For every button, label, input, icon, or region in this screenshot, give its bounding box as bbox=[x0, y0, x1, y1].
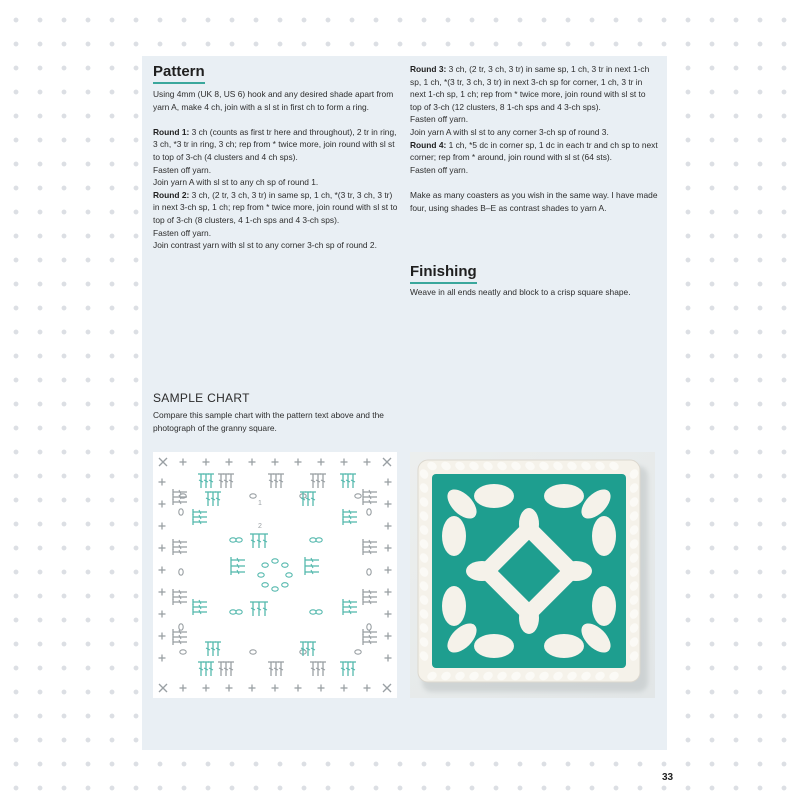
chain-symbol bbox=[179, 624, 183, 630]
chain-symbol bbox=[258, 573, 264, 577]
treble-symbol bbox=[173, 539, 187, 545]
fasten-off-4: Fasten off yarn. bbox=[410, 164, 469, 175]
dc-symbol bbox=[385, 479, 392, 486]
chain-symbol bbox=[180, 650, 186, 654]
treble-symbol bbox=[173, 594, 187, 600]
treble-symbol bbox=[305, 557, 319, 563]
chain-symbol bbox=[367, 569, 371, 575]
round-number-2: 2 bbox=[258, 523, 262, 530]
dc-symbol bbox=[385, 501, 392, 508]
treble-symbol bbox=[350, 474, 356, 488]
dc-symbol bbox=[203, 459, 210, 466]
dc-symbol bbox=[318, 459, 325, 466]
granny-square-photo bbox=[410, 452, 655, 698]
treble-symbol bbox=[228, 662, 234, 676]
dc-symbol bbox=[159, 655, 166, 662]
round-number-1: 1 bbox=[258, 500, 262, 507]
dc-symbol bbox=[249, 459, 256, 466]
round-3-instruction bbox=[410, 63, 658, 113]
treble-symbol bbox=[278, 474, 284, 488]
round-2-text: 3 ch, (2 tr, 3 ch, 3 tr) in same sp, 1 ch, *(3 tr, 3 ch, 3 tr) in next 3-ch sp, 1 ch; rep from * twice more, join round with sl st to top of 3-ch (8 clusters, 4 1-ch sps and 4 3-ch sps). bbox=[153, 189, 398, 225]
treble-symbol bbox=[256, 534, 262, 548]
dc-symbol bbox=[159, 611, 166, 618]
treble-symbol bbox=[343, 604, 357, 610]
round-3-text: 3 ch, (2 tr, 3 ch, 3 tr) in same sp, 1 ch, 3 tr in next 1-ch sp, 1 ch, *(3 tr, 3 ch, 3 tr) in next 3-ch sp for corner, 1 ch, 3 tr in next 1-ch sp, 1 ch; rep from * twice more, join round with sl st to top of 3-ch (12 clusters, 8 1-ch sps and 4 3-ch sps). bbox=[410, 64, 650, 112]
treble-symbol bbox=[173, 599, 187, 605]
cream-petal bbox=[519, 602, 539, 634]
treble-symbol bbox=[345, 662, 351, 676]
dc-symbol bbox=[159, 501, 166, 508]
treble-symbol bbox=[215, 642, 221, 656]
chain-symbol bbox=[367, 509, 371, 515]
finishing-text: Weave in all ends neatly and block to a crisp square shape. bbox=[410, 287, 631, 297]
treble-symbol bbox=[343, 509, 357, 515]
chain-symbol bbox=[286, 573, 292, 577]
corner-symbol bbox=[383, 458, 391, 466]
dc-symbol bbox=[364, 459, 371, 466]
treble-symbol bbox=[363, 599, 377, 605]
treble-symbol bbox=[205, 492, 211, 506]
round-1-text: 3 ch (counts as first tr here and throughout), 2 tr in ring, 3 ch, *3 tr in ring, 3 ch; rep from * twice more, join round with sl st to top of 3-ch (4 clusters and 4 ch sps). bbox=[153, 126, 397, 162]
dc-symbol bbox=[341, 685, 348, 692]
chain-symbol bbox=[236, 538, 242, 542]
round-2-label: Round 2: bbox=[153, 189, 190, 200]
cream-cluster bbox=[544, 634, 584, 658]
chain-symbol bbox=[250, 494, 256, 498]
chain-symbol bbox=[316, 538, 322, 542]
cream-cluster bbox=[442, 516, 466, 556]
chain-symbol bbox=[179, 509, 183, 515]
pattern-text-right bbox=[410, 63, 658, 214]
dc-symbol bbox=[159, 523, 166, 530]
coasters-note: Make as many coasters as you wish in the same way. I have made four, using shades B–E as contrast shades to yarn A. bbox=[410, 189, 658, 213]
treble-symbol bbox=[203, 662, 209, 676]
treble-symbol bbox=[363, 549, 377, 555]
corner-symbol bbox=[383, 684, 391, 692]
treble-symbol bbox=[193, 519, 207, 525]
treble-symbol bbox=[173, 544, 187, 550]
treble-symbol bbox=[203, 474, 209, 488]
round-4-label: Round 4: bbox=[410, 139, 447, 150]
cream-cluster bbox=[592, 586, 616, 626]
dc-symbol bbox=[385, 589, 392, 596]
chain-symbol bbox=[272, 559, 278, 563]
treble-symbol bbox=[210, 492, 216, 506]
round-2-instruction bbox=[153, 189, 398, 227]
treble-symbol bbox=[305, 569, 319, 575]
dc-symbol bbox=[385, 655, 392, 662]
join-3: Join yarn A with sl st to any corner 3-ch sp of round 3. bbox=[410, 126, 609, 137]
dc-symbol bbox=[159, 633, 166, 640]
treble-symbol bbox=[173, 549, 187, 555]
treble-symbol bbox=[198, 662, 204, 676]
treble-symbol bbox=[273, 662, 279, 676]
treble-symbol bbox=[363, 494, 377, 500]
dc-symbol bbox=[385, 523, 392, 530]
treble-symbol bbox=[193, 604, 207, 610]
treble-symbol bbox=[262, 534, 268, 548]
dc-symbol bbox=[159, 479, 166, 486]
crochet-chart-drawing bbox=[153, 452, 397, 698]
dc-symbol bbox=[249, 685, 256, 692]
dc-symbol bbox=[180, 685, 187, 692]
dc-symbol bbox=[159, 589, 166, 596]
treble-symbol bbox=[193, 514, 207, 520]
pattern-text-left bbox=[153, 88, 398, 252]
treble-symbol bbox=[363, 499, 377, 505]
treble-symbol bbox=[343, 609, 357, 615]
treble-symbol bbox=[310, 642, 316, 656]
chain-symbol bbox=[355, 494, 361, 498]
cream-petal bbox=[560, 561, 592, 581]
treble-symbol bbox=[278, 662, 284, 676]
treble-symbol bbox=[215, 492, 221, 506]
treble-symbol bbox=[315, 474, 321, 488]
treble-symbol bbox=[210, 642, 216, 656]
cream-cluster bbox=[442, 586, 466, 626]
round-3-label: Round 3: bbox=[410, 64, 447, 74]
cream-petal bbox=[466, 561, 498, 581]
chain-symbol bbox=[367, 624, 371, 630]
treble-symbol bbox=[231, 563, 245, 569]
cream-petal bbox=[519, 508, 539, 540]
fasten-off-3: Fasten off yarn. bbox=[410, 114, 469, 125]
chain-symbol bbox=[310, 610, 316, 614]
treble-symbol bbox=[345, 474, 351, 488]
chain-symbol bbox=[310, 538, 316, 542]
treble-symbol bbox=[250, 534, 256, 548]
sample-chart-caption: Compare this sample chart with the pattern text above and the photograph of the granny square. bbox=[153, 410, 384, 433]
chain-symbol bbox=[179, 569, 183, 575]
join-1: Join yarn A with sl st to any ch sp of round 1. bbox=[153, 177, 319, 188]
chain-symbol bbox=[236, 610, 242, 614]
treble-symbol bbox=[320, 662, 326, 676]
treble-symbol bbox=[343, 519, 357, 525]
treble-symbol bbox=[193, 609, 207, 615]
treble-symbol bbox=[218, 662, 224, 676]
dc-symbol bbox=[295, 685, 302, 692]
chain-symbol bbox=[272, 587, 278, 591]
treble-symbol bbox=[310, 474, 316, 488]
treble-symbol bbox=[193, 509, 207, 515]
treble-symbol bbox=[340, 474, 346, 488]
chain-symbol bbox=[262, 563, 268, 567]
treble-symbol bbox=[205, 642, 211, 656]
crochet-chart bbox=[153, 452, 397, 698]
chain-symbol bbox=[250, 650, 256, 654]
dc-symbol bbox=[226, 459, 233, 466]
treble-symbol bbox=[363, 544, 377, 550]
treble-symbol bbox=[173, 634, 187, 640]
chain-symbol bbox=[282, 563, 288, 567]
treble-symbol bbox=[273, 474, 279, 488]
dc-symbol bbox=[341, 459, 348, 466]
dc-symbol bbox=[385, 633, 392, 640]
treble-symbol bbox=[231, 569, 245, 575]
treble-symbol bbox=[208, 662, 214, 676]
dc-symbol bbox=[295, 459, 302, 466]
finishing-heading: Finishing bbox=[410, 263, 477, 284]
treble-symbol bbox=[223, 474, 229, 488]
treble-symbol bbox=[198, 474, 204, 488]
treble-symbol bbox=[363, 634, 377, 640]
chain-symbol bbox=[282, 583, 288, 587]
pattern-intro: Using 4mm (UK 8, US 6) hook and any desired shade apart from yarn A, make 4 ch, join with a sl st in first ch to form a ring. bbox=[153, 89, 394, 112]
fasten-off-1: Fasten off yarn. bbox=[153, 164, 212, 175]
pattern-heading: Pattern bbox=[153, 63, 205, 84]
treble-symbol bbox=[305, 563, 319, 569]
dc-symbol bbox=[272, 459, 279, 466]
dc-symbol bbox=[272, 685, 279, 692]
cream-cluster bbox=[474, 634, 514, 658]
treble-symbol bbox=[208, 474, 214, 488]
treble-symbol bbox=[363, 589, 377, 595]
chain-symbol bbox=[230, 610, 236, 614]
treble-symbol bbox=[256, 602, 262, 616]
dc-symbol bbox=[318, 685, 325, 692]
treble-symbol bbox=[363, 489, 377, 495]
treble-symbol bbox=[223, 662, 229, 676]
dc-symbol bbox=[385, 567, 392, 574]
treble-symbol bbox=[250, 602, 256, 616]
fasten-off-2: Fasten off yarn. bbox=[153, 227, 212, 238]
round-4-text: 1 ch, *5 dc in corner sp, 1 dc in each tr and ch sp to next corner; rep from * around, join round with sl st (64 sts). bbox=[410, 139, 658, 163]
treble-symbol bbox=[315, 662, 321, 676]
join-2: Join contrast yarn with sl st to any corner 3-ch sp of round 2. bbox=[153, 240, 377, 251]
treble-symbol bbox=[363, 539, 377, 545]
dc-symbol bbox=[385, 611, 392, 618]
treble-symbol bbox=[310, 492, 316, 506]
treble-symbol bbox=[268, 474, 274, 488]
dc-symbol bbox=[203, 685, 210, 692]
treble-symbol bbox=[193, 599, 207, 605]
page-number: 33 bbox=[662, 772, 674, 783]
treble-symbol bbox=[268, 662, 274, 676]
cream-cluster bbox=[592, 516, 616, 556]
dc-symbol bbox=[159, 545, 166, 552]
dc-symbol bbox=[226, 685, 233, 692]
chain-symbol bbox=[230, 538, 236, 542]
chain-symbol bbox=[355, 650, 361, 654]
treble-symbol bbox=[363, 639, 377, 645]
treble-symbol bbox=[310, 662, 316, 676]
treble-symbol bbox=[363, 594, 377, 600]
treble-symbol bbox=[173, 639, 187, 645]
treble-symbol bbox=[343, 599, 357, 605]
treble-symbol bbox=[320, 474, 326, 488]
chain-symbol bbox=[316, 610, 322, 614]
sample-chart-title: SAMPLE CHART bbox=[153, 391, 250, 405]
dc-symbol bbox=[180, 459, 187, 466]
round-1-label: Round 1: bbox=[153, 126, 190, 137]
treble-symbol bbox=[173, 589, 187, 595]
chain-symbol bbox=[262, 583, 268, 587]
treble-symbol bbox=[343, 514, 357, 520]
dc-symbol bbox=[364, 685, 371, 692]
corner-symbol bbox=[159, 684, 167, 692]
treble-symbol bbox=[340, 662, 346, 676]
treble-symbol bbox=[218, 474, 224, 488]
cream-cluster bbox=[544, 484, 584, 508]
treble-symbol bbox=[262, 602, 268, 616]
cream-cluster bbox=[474, 484, 514, 508]
treble-symbol bbox=[231, 557, 245, 563]
granny-square-illustration bbox=[410, 452, 655, 698]
dc-symbol bbox=[159, 567, 166, 574]
round-1-instruction bbox=[153, 126, 398, 164]
dc-symbol bbox=[385, 545, 392, 552]
round-4-instruction bbox=[410, 139, 658, 164]
corner-symbol bbox=[159, 458, 167, 466]
treble-symbol bbox=[228, 474, 234, 488]
treble-symbol bbox=[350, 662, 356, 676]
treble-symbol bbox=[173, 499, 187, 505]
